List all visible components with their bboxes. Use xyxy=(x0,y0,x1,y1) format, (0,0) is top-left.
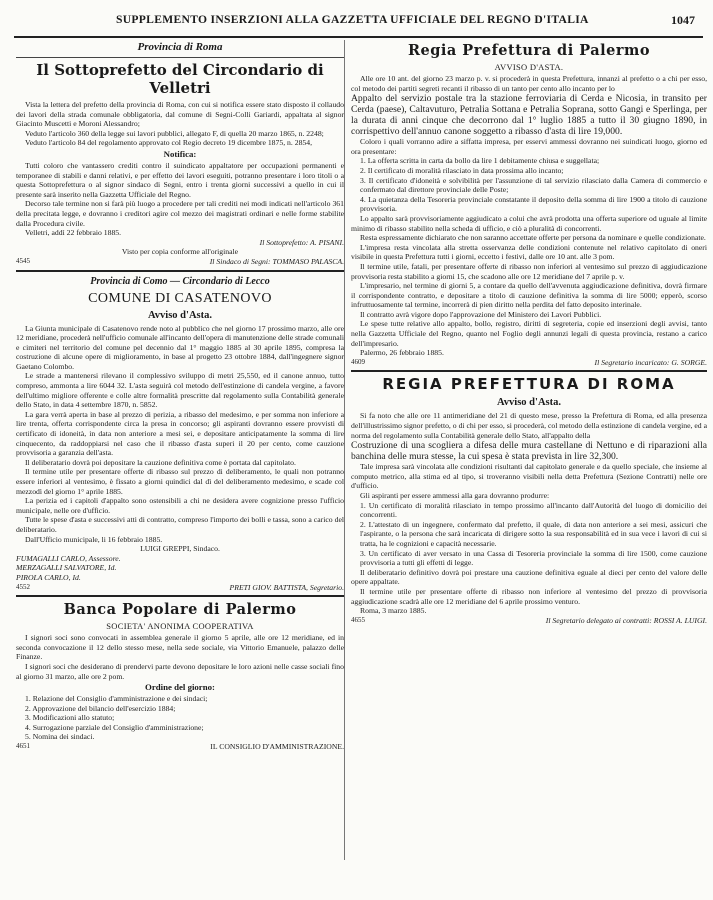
list-item: 3. Il certificato d'idoneità e solvibilità per l'assunzione di tal servizio rilasciato dalla Camera di commercio e confermato dal direttore provinciale delle Poste; xyxy=(360,175,707,195)
date-line: Velletri, addì 22 febbraio 1885. xyxy=(25,228,122,238)
divider xyxy=(351,370,707,372)
paragraph-highlight: Appalto del servizio postale tra la stazione ferroviaria di Cerda e Nicosia, in transito per Cerda (paese), Caltavuturo, Petralia Sottana e Petralia Soprana, sotto Gangi e Sperlinga, per la durata di anni cinque che decorrono dal 1° luglio 1885 a tutto il 30 giugno 1890, in corrispettivo dell'annuo canone soggetto a ribasso d'asta di lire 19,000. xyxy=(351,93,707,138)
signature-line xyxy=(16,257,344,267)
notice-title: Il Sottoprefetto del Circondario di Velletri xyxy=(36,61,324,97)
paragraph: La gara verrà aperta in base al prezzo di perizia, a ribasso del medesimo, e per somma non inferiore a lire trenta, offerta corrispondente circa la presa in concorso; gli aspiranti dovranno essere provvisti di certificato di idoneità, in data non anteriore a mesi sei, e depositare anticipatamente la somma di lire cinquecento, da raddoppiarsi nel caso che il ribasso d'asta superi il 20 per cento, come cauzione provvisoria a garanzia dell'asta. xyxy=(16,409,344,458)
signature-line xyxy=(16,573,344,583)
paragraph: Si fa noto che alle ore 11 antimeridiane del 21 di questo mese, presso la Prefettura di Roma, ed alla presenza dell'illustrissimo signor prefetto, o di chi per esso, si procederà, col metodo della estinzione di candela vergine, ed a norma del regolamento sulla Contabilità generale dello Stato, all'appalto della xyxy=(351,411,707,440)
notice-subheading: Notifica: xyxy=(163,148,197,159)
paragraph: Vista la lettera del prefetto della provincia di Roma, con cui si notifica essere stato disposto il collaudo dei lavori della strada comunale obbligatoria, dal comune di Segni-Colli Gariardi, appaltata al signor Giacinto Muscetti e Moroni Alessandro; xyxy=(16,100,344,129)
signature: FUMAGALLI CARLO, Assessore. xyxy=(16,553,121,563)
paragraph: Il termine utile per presentare offerte di ribasso non inferiore al ventesimo del prezzo di provvisoria aggiudicazione scadrà alle ore 12 meridiane del 6 aprile prossimo venturo. xyxy=(351,586,707,606)
list-item: 2. L'attestato di un ingegnere, confermato dal prefetto, il quale, di data non anteriore a sei mesi, assicuri che l'aspirante, o la persona che sarà incaricata di dirigere sotto la sua responsabilità ed in sua vece i lavori di cui si tratta, ha le cognizioni e capacità necessarie. xyxy=(360,519,707,548)
paragraph: Le spese tutte relative allo appalto, bollo, registro, diritti di segreteria, copie ed inserzioni degli avvisi, tanto nella Gazzetta Ufficiale del Regno, quanto nel Foglio degli annunzi legali di questa provincia, restano a carico dell'impresario. xyxy=(351,319,707,348)
left-column xyxy=(16,40,344,870)
notice-palermo xyxy=(351,41,707,367)
insertion-number: 4545 xyxy=(16,256,30,265)
paragraph: La Giunta municipale di Casatenovo rende noto al pubblico che nel giorno 17 prossimo marzo, alle ore 12 meridiane, procederà nell'ufficio comunale all'incanto dell'opera di manutenzione delle strade comunali e cimiteri nel territorio del comune pel decennio dal 1° maggio 1885 al 30 aprile 1895, compresa la costruzione di alcune opere di miglioramento, in base al progetto 23 ottobre 1884, dall'ingegnere signor Gaetano Colombo. xyxy=(16,323,344,371)
signature: Il Sottoprefetto: A. PISANI. xyxy=(259,237,344,247)
list-item: 4. La quietanza della Tesoreria provinciale constatante il deposito della somma di lire 1900 a titolo di cauzione provvisoria. xyxy=(360,194,707,214)
signature-line xyxy=(351,358,707,368)
signature: Il Segretario delegato ai contratti: ROSSI A. LUIGI. xyxy=(545,615,707,625)
notice-subtitle: Avviso d'Asta. xyxy=(148,309,212,321)
paragraph: Coloro i quali vorranno adire a siffatta impresa, per esservi ammessi dovranno nei suindicati luogo, giorno ed ora presentare: xyxy=(351,137,707,156)
paragraph: Le strade a mantenersi rilevano il complessivo sviluppo di metri 25,550, ed il canone annuo, tutto compreso, ammonta a lire 6044 32. L'asta seguirà col metodo dell'estinzione di candela vergine, a favore dell'ultimo migliore offerente e colle altre formalità prescritte dal regolamento sulla Contabilità generale dello Stato, in data 4 settembre 1870, n. 5852. xyxy=(16,371,344,410)
agenda-item: 2. Approvazione del bilancio dell'esercizio 1884; xyxy=(25,703,176,713)
newspaper-title: SUPPLEMENTO INSERZIONI ALLA GAZZETTA UFFICIALE DEL REGNO D'ITALIA xyxy=(116,13,589,26)
agenda-heading: Ordine del giorno: xyxy=(145,682,215,693)
notice-title: COMUNE DI CASATENOVO xyxy=(88,290,272,306)
notice-velletri xyxy=(16,41,344,267)
paragraph: Alle ore 10 ant. del giorno 23 marzo p. v. si procederà in questa Prefettura, innanzi al prefetto o a chi per esso, col metodo dei partiti segreti recanti il ribasso di un tanto per cento allo incanto per lo xyxy=(351,74,707,93)
list-item: 1. Un certificato di moralità rilasciato in tempo prossimo all'incanto dall'Autorità del luogo di domicilio dei concorrenti. xyxy=(360,500,707,520)
paragraph: Veduto l'articolo 360 della legge sui lavori pubblici, allegato F, di quella 20 marzo 1865, n. 2248; xyxy=(25,128,324,138)
agenda-item: 1. Relazione del Consiglio d'amministrazione e dei sindaci; xyxy=(25,694,208,704)
signature-line xyxy=(16,583,344,593)
paragraph: Decorso tale termine non si farà più luogo a procedere per tali crediti nei modi indicati nell'articolo 361 della precitata legge, e dovranno i creditori agire col mezzo dei magistrati ordinari e nelle forme stabilite dalla Procedura civile. xyxy=(16,199,344,228)
notice-province: Provincia di Como — Circondario di Lecco xyxy=(90,275,270,287)
paragraph-highlight: Costruzione di una scogliera a difesa delle mura castellane di Nettuno e di riparazioni alla banchina delle mura stesse, la cui spesa è stata prevista in lire 32,300. xyxy=(351,440,707,463)
divider xyxy=(16,595,344,597)
paragraph: I signori soci sono convocati in assemblea generale il giorno 5 aprile, alle ore 12 meridiane, ed in seconda convocazione il 12 dello stesso mese, nella sede sociale, via Vittorio Emanuele, palazzo delle Finanze. xyxy=(16,633,344,662)
signature: MERZAGALLI SALVATORE, Id. xyxy=(16,563,117,573)
notice-subtitle: SOCIETA' ANONIMA COOPERATIVA xyxy=(106,621,254,632)
agenda-item: 4. Surrogazione parziale del Consiglio d'amministrazione; xyxy=(25,722,204,732)
divider xyxy=(16,57,344,58)
notice-title: Banca Popolare di Palermo xyxy=(63,601,297,619)
paragraph: Il deliberatario definitivo dovrà poi prestare una cauzione definitiva eguale al dieci per cento del valore delle opere appaltate. xyxy=(351,567,707,587)
insertion-number: 4552 xyxy=(16,582,30,591)
insertion-number: 4609 xyxy=(351,357,365,366)
paragraph: Tale impresa sarà vincolata alle condizioni risultanti dal capitolato generale e da quello speciale, che insieme al computo metrico, alla stima ed al tipo, si troveranno visibili nella detta Prefettura (Sezione Contratti) nelle ore d'ufficio. xyxy=(351,462,707,491)
list-item: 3. Un certificato di aver versato in una Cassa di Tesoreria provinciale la somma di lire 1500, come cauzione provvisoria a tutti gli effetti di legge. xyxy=(360,548,707,568)
page-number: 1047 xyxy=(671,13,695,27)
signature-line xyxy=(351,616,707,626)
paragraph: I signori soci che desiderano di prendervi parte devono depositare le loro azioni nelle casse sociali fino al giorno 31 marzo, alle ore 2 pom. xyxy=(16,661,344,681)
paragraph: Tutti coloro che vantassero crediti contro il suindicato appaltatore per occupazioni permanenti e temporanee di stabili e danni relativi, e per effetto dei lavori eseguiti, potranno presentare i loro titoli o a questa Sottoprefettura o al signor sindaco di Segni, entro i trenta giorni successivi a quello in cui il presente sarà inserito nella Gazzetta Ufficiale del Regno. xyxy=(16,160,344,199)
paragraph: Veduto l'articolo 84 del regolamento approvato col Regio decreto 19 dicembre 1875, n. 2854, xyxy=(25,138,313,148)
date-line: Palermo, 26 febbraio 1885. xyxy=(360,348,444,358)
date-line: Dall'Ufficio municipale, li 16 febbraio 1885. xyxy=(25,534,163,544)
paragraph: L'impresario, nel termine di giorni 5, a contare da quello dell'avvenuta aggiudicazione definitiva, dovrà firmare il corrispondente contratto, e depositare a titolo di cauzione definitiva la somma di lire 5000; epperò, scorso infruttuosamente tal termine, incorrerà di pien diritto nella perdita del fatto deposito interinale. xyxy=(351,281,707,310)
notice-title: Regia Prefettura di Palermo xyxy=(407,42,651,59)
paragraph: La perizia ed i capitoli d'appalto sono ostensibili a chi ne desidera avere cognizione presso l'ufficio municipale, nelle ore d'ufficio. xyxy=(16,496,344,515)
divider xyxy=(16,270,344,272)
notice-province: Provincia di Roma xyxy=(137,41,223,53)
list-item: 2. Il certificato di moralità rilasciato in data prossima allo incanto; xyxy=(360,165,564,175)
paragraph: Resta espressamente dichiarato che non saranno accettate offerte per persona da nominare e quelle condizionate. xyxy=(360,233,706,243)
insertion-number: 4651 xyxy=(16,742,30,751)
insertion-number: 4655 xyxy=(351,615,365,624)
paragraph: Il termine utile, fatali, per presentare offerte di ribasso non inferiori al ventesimo sul prezzo di aggiudicazione provvisoria resta stabilito a giorni 15, che scadono alle ore 12 meridiane del 7 aprile p. v. xyxy=(351,261,707,281)
paragraph: Il deliberatario dovrà poi depositare la cauzione definitiva come è portata dal capitolato. xyxy=(25,457,296,467)
notice-subtitle: Avviso d'Asta. xyxy=(497,397,561,409)
agenda-item: 5. Nomina dei sindaci. xyxy=(25,732,95,742)
signature: IL CONSIGLIO D'AMMINISTRAZIONE. xyxy=(210,742,344,752)
page-header xyxy=(14,6,703,38)
notice-banca xyxy=(16,600,344,752)
signature: PRETI GIOV. BATTISTA, Segretario. xyxy=(229,582,344,592)
signature: Il Sindaco di Segni: TOMMASO PALASCA. xyxy=(209,256,344,266)
list-item: 1. La offerta scritta in carta da bollo da lire 1 debitamente chiusa e suggellata; xyxy=(360,156,600,166)
signature-line xyxy=(16,742,344,752)
agenda-item: 3. Modificazioni allo statuto; xyxy=(25,713,115,723)
notice-roma xyxy=(351,375,707,625)
signature: LUIGI GREPPI, Sindaco. xyxy=(140,544,220,554)
signature: PIROLA CARLO, Id. xyxy=(16,572,81,582)
paragraph: Gli aspiranti per essere ammessi alla gara dovranno produrre: xyxy=(360,491,550,500)
notice-subtitle: AVVISO D'ASTA. xyxy=(494,62,564,72)
notice-casatenovo xyxy=(16,275,344,593)
paragraph: Il contratto avrà vigore dopo l'approvazione del Ministero dei Lavori Pubblici. xyxy=(360,309,602,319)
certification-line: Visto per copia conforme all'originale xyxy=(121,247,239,257)
paragraph: L'impresa resta vincolata alla stretta osservanza delle condizioni contenute nel relativo capitolato di oneri visibile in questa Prefettura tutti i giorni, eccetto i festivi, dalle ore 10 ant. alle 3 pom. xyxy=(351,242,707,262)
paragraph: Il termine utile per presentare offerte di ribasso sul prezzo di deliberamento, le quali non potranno essere inferiori al ventesimo, è fissato a giorni quindici dal dì del deliberamento medesimo, e scade col mezzodì del giorno 1° aprile 1885. xyxy=(16,467,344,496)
paragraph: Lo appalto sarà provvisoriamente aggiudicato a colui che avrà prodotta una offerta superiore od uguale al limite minimo di ribasso stabilito nella scheda di ufficio, e ciò a pluralità di concorrenti. xyxy=(351,213,707,233)
right-column xyxy=(344,40,707,860)
paragraph: Tutte le spese d'asta e successivi atti di contratto, compreso l'importo dei bolli e tassa, sono a carico del deliberatario. xyxy=(16,515,344,534)
date-line: Roma, 3 marzo 1885. xyxy=(360,606,427,616)
notice-title: REGIA PREFETTURA DI ROMA xyxy=(382,375,676,394)
signature: Il Segretario incaricato: G. SORGE. xyxy=(594,357,707,367)
